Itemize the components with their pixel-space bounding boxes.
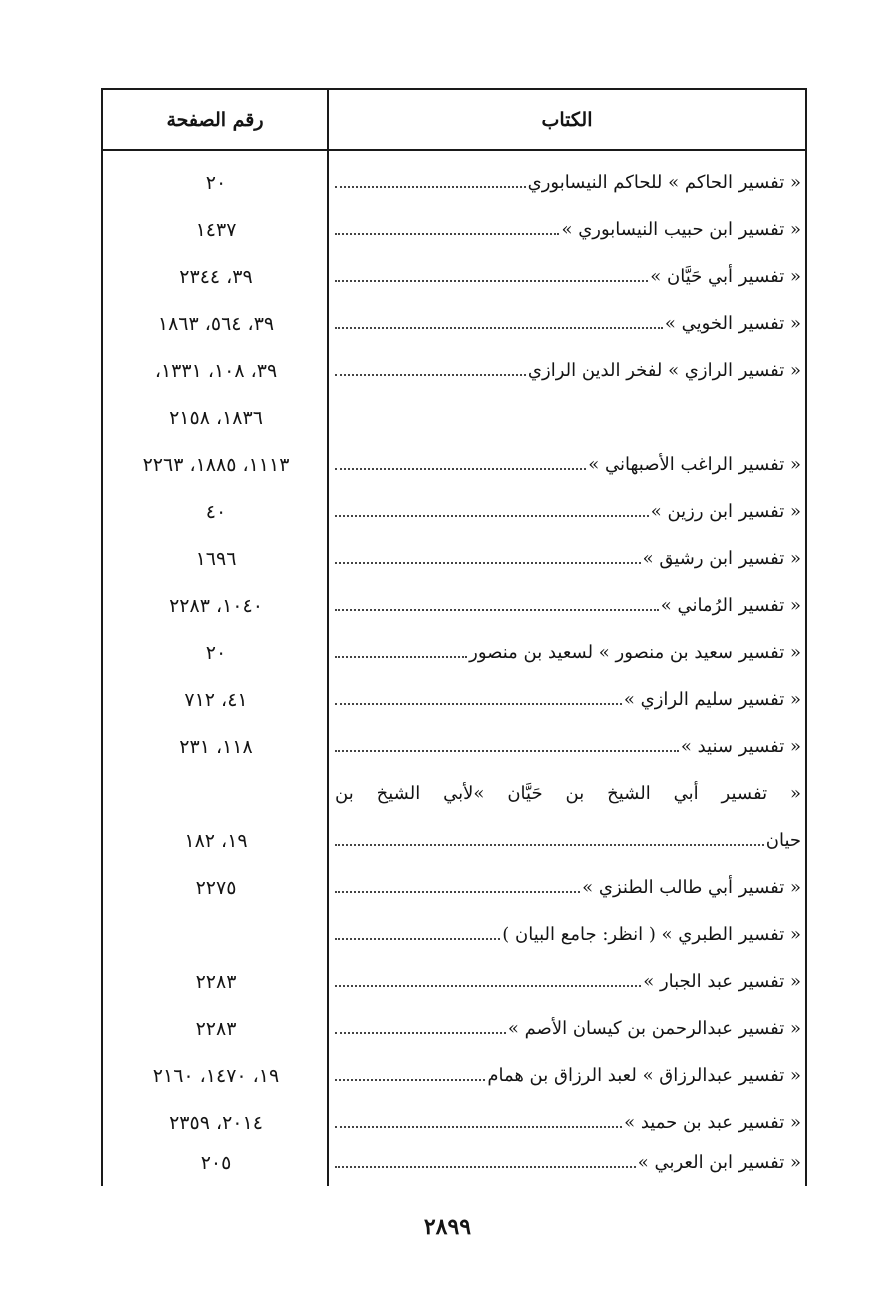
index-row xyxy=(103,160,805,206)
index-row-wrapped-title xyxy=(103,771,805,817)
book-title: « تفسير أبي الشيخ بن حَيَّان »لأبي الشيخ بن xyxy=(335,783,801,804)
dot-leader xyxy=(335,374,526,376)
page-refs: ٢٠٥ xyxy=(200,1152,232,1174)
dot-leader xyxy=(335,750,679,752)
page-refs: ١٩، ١٨٢ xyxy=(184,830,248,852)
index-row xyxy=(103,959,805,1005)
book-title: « تفسير ابن حبيب النيسابوري » xyxy=(561,219,801,240)
book-title: « تفسير ابن رزين » xyxy=(650,501,801,522)
index-row xyxy=(103,724,805,770)
dot-leader xyxy=(335,891,580,893)
page-refs: ١٩، ١٤٧٠، ٢١٦٠ xyxy=(152,1065,280,1087)
index-row xyxy=(103,301,805,347)
book-title: « تفسير الراغب الأصبهاني » xyxy=(588,454,801,475)
page-refs: ٢٢٨٣ xyxy=(195,1018,237,1040)
dot-leader xyxy=(335,844,764,846)
page-refs: ٤١، ٧١٢ xyxy=(184,689,248,711)
dot-leader xyxy=(335,938,500,940)
page-number: ٢٨٩٩ xyxy=(423,1214,472,1240)
book-title-cell xyxy=(335,730,801,764)
index-row xyxy=(103,207,805,253)
dot-leader xyxy=(335,656,467,658)
book-title-cell xyxy=(335,965,801,999)
dot-leader xyxy=(335,1126,622,1128)
index-row xyxy=(103,1053,805,1099)
book-title: « تفسير الرُماني » xyxy=(660,595,801,616)
book-title: « تفسير أبي طالب الطنزي » xyxy=(582,877,801,898)
page-refs: ٢٠ xyxy=(205,172,227,194)
book-title-cell xyxy=(335,918,801,952)
book-title-cell xyxy=(335,542,801,576)
book-title-cell xyxy=(335,589,801,623)
book-title: « تفسير الخويي » xyxy=(664,313,801,334)
dot-leader xyxy=(335,703,622,705)
dot-leader xyxy=(335,515,649,517)
book-title-cell xyxy=(335,448,801,482)
index-row xyxy=(103,442,805,488)
book-title: « تفسير عبد الجبار » xyxy=(643,971,801,992)
page-refs: ٢٢٨٣ xyxy=(195,971,237,993)
page-refs: ٣٩، ٢٣٤٤ xyxy=(179,266,253,288)
dot-leader xyxy=(335,186,526,188)
page-number-column-header: رقم الصفحة xyxy=(166,109,264,131)
book-title: « تفسير عبدالرحمن بن كيسان الأصم » xyxy=(507,1018,801,1039)
book-title-cell xyxy=(335,213,801,247)
index-row xyxy=(103,630,805,676)
book-title-cell xyxy=(335,871,801,905)
dot-leader xyxy=(335,280,648,282)
index-row xyxy=(103,583,805,629)
index-row xyxy=(103,536,805,582)
book-title-cell xyxy=(335,824,801,858)
page-refs: ١١١٣، ١٨٨٥، ٢٢٦٣ xyxy=(142,454,290,476)
book-title-cell xyxy=(335,307,801,341)
dot-leader xyxy=(335,1166,636,1168)
page-refs: ١٦٩٦ xyxy=(195,548,237,570)
book-title: « تفسير الحاكم » للحاكم النيسابوري xyxy=(527,172,801,193)
page-refs: ١٠٤٠، ٢٢٨٣ xyxy=(169,595,263,617)
book-title: « تفسير أبي حَيَّان » xyxy=(650,266,801,287)
index-row-continuation xyxy=(103,395,805,441)
book-title-cell xyxy=(335,354,801,388)
index-table xyxy=(101,88,807,1186)
page-refs: ٢٠ xyxy=(205,642,227,664)
index-row xyxy=(103,1006,805,1052)
index-row xyxy=(103,677,805,723)
dot-leader xyxy=(335,327,663,329)
book-title: « تفسير عبد بن حميد » xyxy=(624,1112,801,1133)
index-row xyxy=(103,1140,805,1186)
page-refs: ٤٠ xyxy=(205,501,227,523)
book-title: « تفسير ابن رشيق » xyxy=(642,548,801,569)
dot-leader xyxy=(335,985,641,987)
book-title-cell xyxy=(335,495,801,529)
book-title-cell xyxy=(335,1106,801,1140)
book-title: « تفسير عبدالرزاق » لعبد الرزاق بن همام xyxy=(487,1065,801,1086)
page-refs: ٣٩، ١٠٨، ١٣٣١، xyxy=(154,360,278,382)
dot-leader xyxy=(335,1032,506,1034)
index-row xyxy=(103,865,805,911)
book-title-cell xyxy=(335,260,801,294)
book-title-cell xyxy=(335,166,801,200)
book-title: « تفسير سليم الرازي » xyxy=(623,689,801,710)
book-title-cell xyxy=(335,1146,801,1180)
book-title-continued: حيان xyxy=(765,830,801,851)
page-refs: ١١٨، ٢٣١ xyxy=(179,736,253,758)
page-refs: ٢٠١٤، ٢٣٥٩ xyxy=(169,1112,263,1134)
book-title: « تفسير الطبري » ( انظر: جامع البيان ) xyxy=(502,924,801,945)
page-refs: ٣٩، ٥٦٤، ١٨٦٣ xyxy=(157,313,275,335)
book-title: « تفسير سعيد بن منصور » لسعيد بن منصور xyxy=(469,642,801,663)
dot-leader xyxy=(335,468,586,470)
dot-leader xyxy=(335,1079,485,1081)
index-row xyxy=(103,348,805,394)
book-title: « تفسير سنيد » xyxy=(680,736,801,757)
page-refs-continued: ١٨٣٦، ٢١٥٨ xyxy=(169,407,263,429)
book-title-cell xyxy=(335,1059,801,1093)
book-title-cell xyxy=(335,636,801,670)
index-row xyxy=(103,489,805,535)
dot-leader xyxy=(335,233,559,235)
page-refs: ٢٢٧٥ xyxy=(195,877,237,899)
index-row xyxy=(103,818,805,864)
book-title: « تفسير ابن العربي » xyxy=(637,1152,801,1173)
index-row xyxy=(103,912,805,958)
book-column-header: الكتاب xyxy=(541,109,593,131)
book-title-cell xyxy=(335,1012,801,1046)
dot-leader xyxy=(335,562,641,564)
dot-leader xyxy=(335,609,659,611)
book-title-cell xyxy=(335,683,801,717)
page-refs xyxy=(111,918,321,952)
header-rule xyxy=(103,149,805,151)
book-title: « تفسير الرازي » لفخر الدين الرازي xyxy=(527,360,801,381)
index-row xyxy=(103,254,805,300)
page-refs: ١٤٣٧ xyxy=(195,219,237,241)
